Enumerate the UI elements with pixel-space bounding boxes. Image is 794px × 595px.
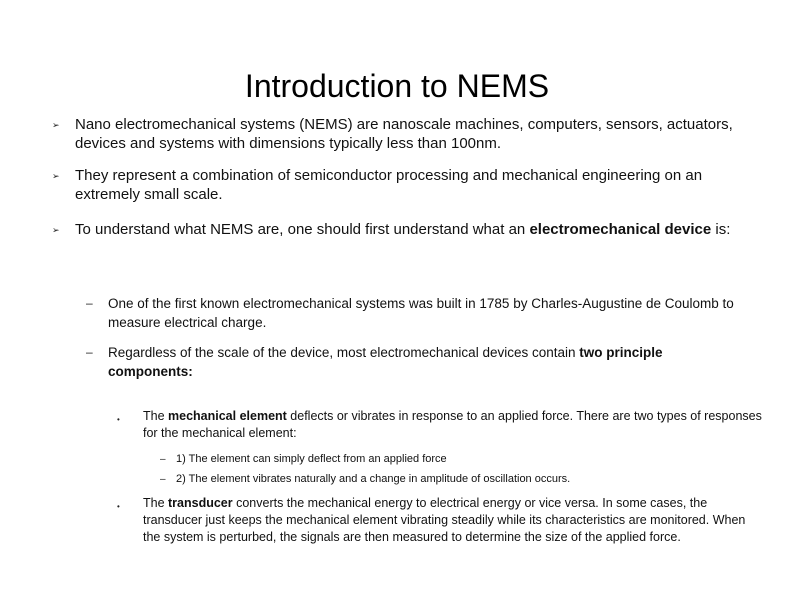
bullet-text-bold: electromechanical device [529,221,712,238]
bullet-nems-combination: They represent a combination of semiconductor processing and mechanical engineering on an extremely small scale. [75,167,703,203]
response-deflect: 1) The element can simply deflect from an applied force [176,453,447,465]
dot-bullet-icon: • [117,415,120,424]
subbullet-text-bold: two principle components: [108,345,663,379]
dash-bullet-icon: – [160,454,166,465]
subbullet-two-components [108,343,748,381]
dash-bullet-icon: – [86,296,93,310]
bullet-nems-definition: Nano electromechanical systems (NEMS) are nanoscale machines, computers, sensors, actuators, devices and systems with dimensions typically less than 100nm. [75,116,733,152]
component-transducer [143,495,763,546]
dot-bullet-icon: • [117,502,120,511]
component-text-pre: The [143,409,169,423]
arrow-bullet-icon: ➢ [52,171,60,181]
component-mechanical-element [143,408,763,442]
arrow-bullet-icon: ➢ [52,120,60,130]
slide-title: Introduction to NEMS [244,68,550,104]
bullet-electromechanical-device [75,220,755,239]
component-text-bold: mechanical element [168,409,287,423]
dash-bullet-icon: – [160,474,166,485]
subbullet-text-pre: Regardless of the scale of the device, most electromechanical devices contain [108,345,580,360]
subbullet-coulomb: One of the first known electromechanical systems was built in 1785 by Charles-Augustine de Coulomb to measure electrical charge. [108,296,734,330]
response-vibrate: 2) The element vibrates naturally and a change in amplitude of oscillation occurs. [176,473,571,485]
component-text-post: deflects or vibrates in response to an applied force. There are two types of responses for the mechanical element: [143,409,762,440]
component-text-post: converts the mechanical energy to electrical energy or vice versa. In some cases, the transducer just keeps the mechanical element vibrating steadily while its characteristics are monitored. When the system is perturbed, the signals are then measured to determine the size of the applied force. [143,496,746,544]
component-text-pre: The [143,496,169,510]
bullet-text-post: is: [711,221,731,238]
component-text-bold: transducer [168,496,233,510]
dash-bullet-icon: – [86,345,93,359]
bullet-text-pre: To understand what NEMS are, one should first understand what an [75,221,530,238]
arrow-bullet-icon: ➢ [52,225,60,235]
